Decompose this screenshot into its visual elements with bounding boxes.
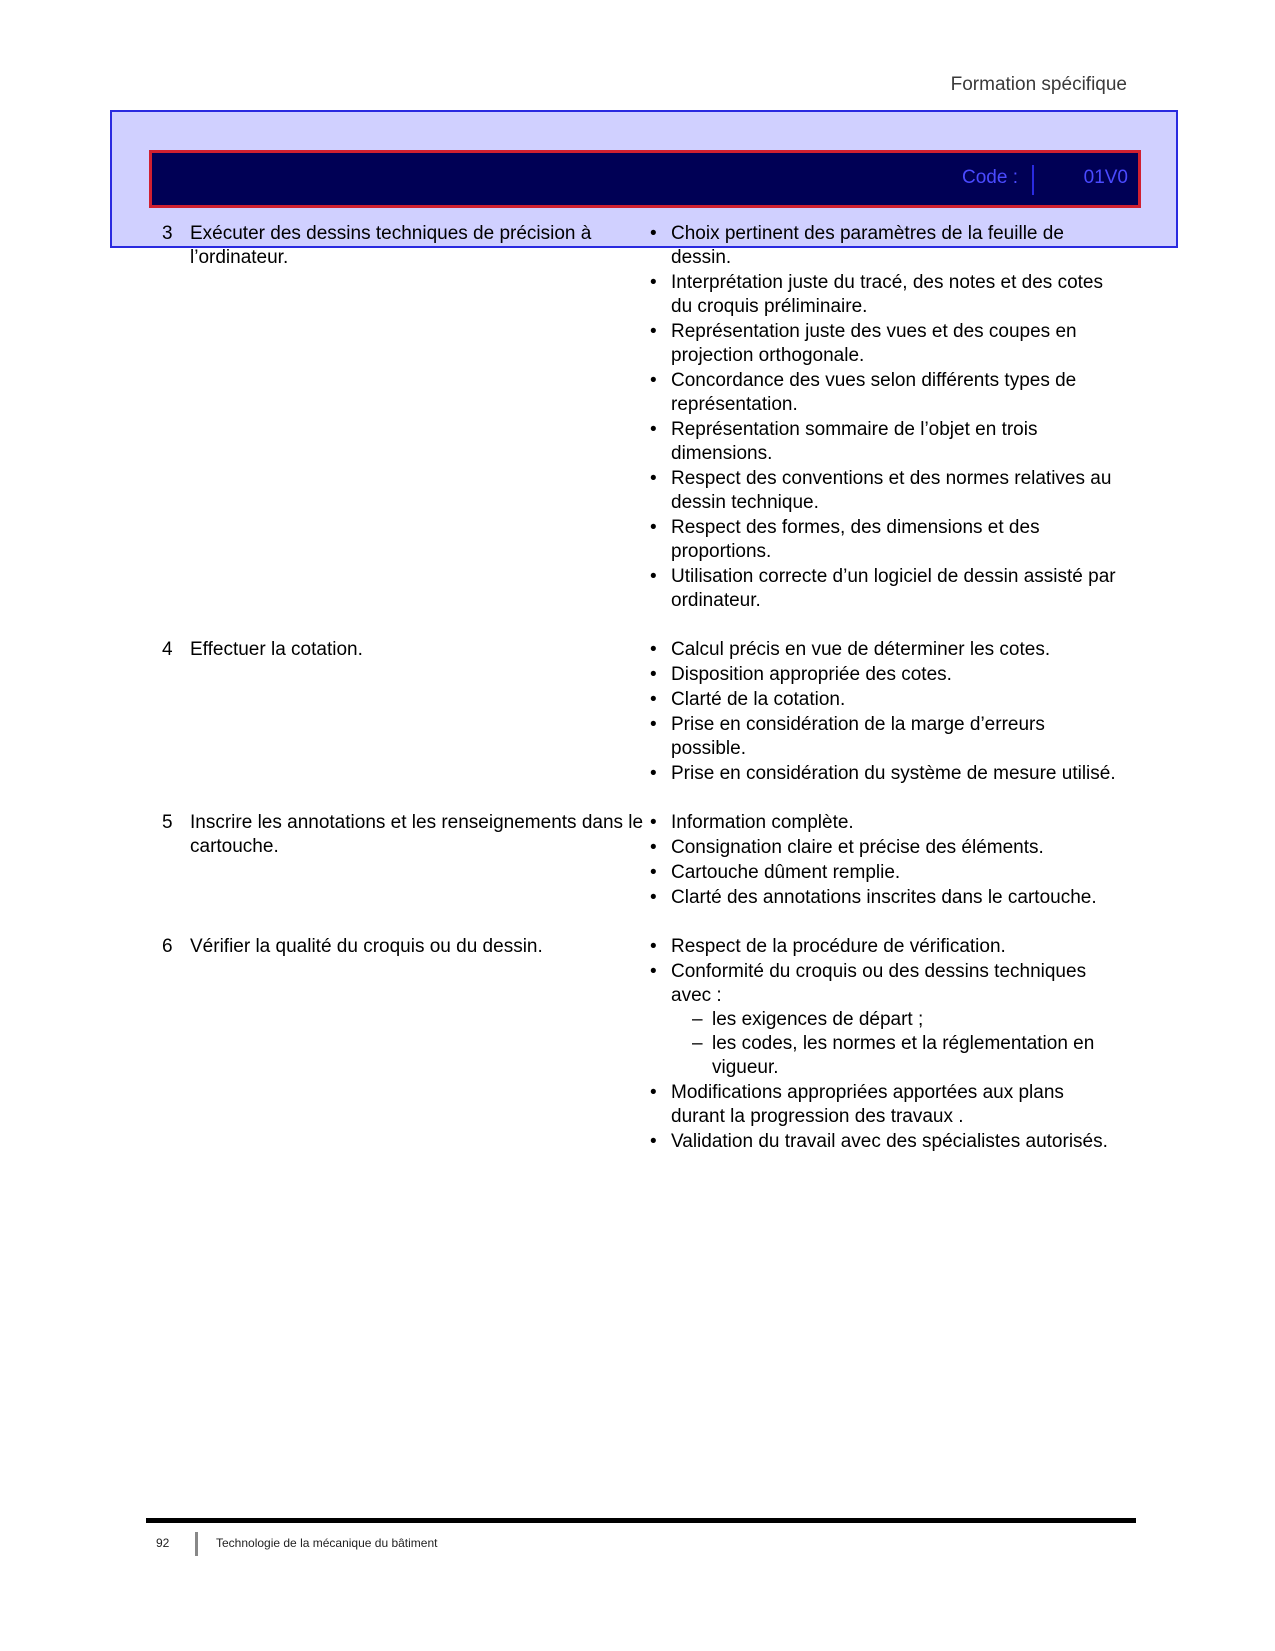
criterion-text: Consignation claire et précise des éléments. <box>671 837 1044 858</box>
criterion-text: Clarté des annotations inscrites dans le cartouche. <box>671 887 1097 908</box>
criteria-list <box>650 811 1122 911</box>
criterion-item <box>650 960 1122 1080</box>
criterion-item <box>650 861 1122 885</box>
criterion-subitem <box>692 1032 1122 1080</box>
element-text: Inscrire les annotations et les renseignements dans le cartouche. <box>190 812 644 857</box>
element-number: 4 <box>162 639 173 660</box>
criterion-body <box>671 222 1122 270</box>
criterion-item <box>650 467 1122 515</box>
criteria-list <box>650 222 1122 614</box>
criterion-text: Interprétation juste du tracé, des notes et des cotes du croquis préliminaire. <box>671 272 1103 317</box>
element-text: Exécuter des dessins techniques de précision à l’ordinateur. <box>190 223 592 268</box>
element-text: Vérifier la qualité du croquis ou du dessin. <box>190 936 543 957</box>
bullet-icon: • <box>650 887 657 908</box>
element-cell <box>162 935 650 1155</box>
criterion-text: Clarté de la cotation. <box>671 689 846 710</box>
criterion-body <box>671 369 1122 417</box>
bullet-icon: • <box>650 714 657 735</box>
criterion-body <box>671 663 1122 687</box>
criterion-item <box>650 369 1122 417</box>
bullet-icon: • <box>650 961 657 982</box>
criterion-item <box>650 1081 1122 1129</box>
criterion-item <box>650 663 1122 687</box>
element-row <box>162 638 1122 787</box>
criterion-item <box>650 516 1122 564</box>
criterion-item <box>650 1130 1122 1154</box>
criterion-item <box>650 935 1122 959</box>
bullet-icon: • <box>650 837 657 858</box>
element-row <box>162 222 1122 614</box>
element-number: 3 <box>162 223 173 244</box>
criterion-item <box>650 836 1122 860</box>
criterion-body <box>671 1081 1122 1129</box>
footer-rule <box>146 1518 1136 1523</box>
bullet-icon: • <box>650 468 657 489</box>
bullet-icon: • <box>650 223 657 244</box>
criterion-text: Représentation sommaire de l’objet en trois dimensions. <box>671 419 1038 464</box>
criterion-item <box>650 638 1122 662</box>
bullet-icon: • <box>650 1082 657 1103</box>
criterion-body <box>671 935 1122 959</box>
criterion-item <box>650 713 1122 761</box>
criterion-text: Respect des formes, des dimensions et des proportions. <box>671 517 1040 562</box>
criteria-list <box>650 638 1122 787</box>
criterion-body <box>671 960 1122 1080</box>
criterion-text: Respect de la procédure de vérification. <box>671 936 1006 957</box>
criterion-text: Représentation juste des vues et des coupes en projection orthogonale. <box>671 321 1077 366</box>
bullet-icon: • <box>650 419 657 440</box>
subitem-text: les codes, les normes et la réglementation en vigueur. <box>712 1033 1095 1078</box>
code-value: 01V0 <box>1083 167 1128 188</box>
criterion-item <box>650 565 1122 613</box>
criterion-item <box>650 418 1122 466</box>
code-bar <box>149 150 1141 208</box>
competency-table <box>162 222 1122 1179</box>
bullet-icon: • <box>650 272 657 293</box>
bullet-icon: • <box>650 639 657 660</box>
bullet-icon: • <box>650 1131 657 1152</box>
criterion-subitems <box>692 1008 1122 1080</box>
criterion-text: Modifications appropriées apportées aux plans durant la progression des travaux . <box>671 1082 1064 1127</box>
criterion-text: Utilisation correcte d’un logiciel de dessin assisté par ordinateur. <box>671 566 1116 611</box>
bullet-icon: • <box>650 763 657 784</box>
criterion-body <box>671 713 1122 761</box>
footer-separator <box>195 1532 198 1556</box>
footer-title: Technologie de la mécanique du bâtiment <box>216 1536 438 1550</box>
element-cell <box>162 222 650 614</box>
criterion-body <box>671 418 1122 466</box>
criterion-item <box>650 762 1122 786</box>
criterion-item <box>650 688 1122 712</box>
criterion-body <box>671 688 1122 712</box>
criterion-item <box>650 811 1122 835</box>
criterion-subitem <box>692 1008 1122 1032</box>
criteria-list <box>650 935 1122 1155</box>
criterion-text: Prise en considération de la marge d’erreurs possible. <box>671 714 1045 759</box>
criterion-body <box>671 516 1122 564</box>
code-separator <box>1032 165 1034 195</box>
criterion-body <box>671 467 1122 515</box>
element-cell <box>162 638 650 787</box>
criterion-text: Prise en considération du système de mesure utilisé. <box>671 763 1116 784</box>
criterion-text: Concordance des vues selon différents types de représentation. <box>671 370 1077 415</box>
bullet-icon: • <box>650 936 657 957</box>
criterion-body <box>671 836 1122 860</box>
element-number: 6 <box>162 936 173 957</box>
criterion-item <box>650 886 1122 910</box>
criterion-body <box>671 320 1122 368</box>
bullet-icon: • <box>650 370 657 391</box>
criterion-body <box>671 271 1122 319</box>
bullet-icon: • <box>650 689 657 710</box>
criterion-body <box>671 565 1122 613</box>
element-cell <box>162 811 650 911</box>
element-row <box>162 935 1122 1155</box>
footer-page-number: 92 <box>156 1536 170 1550</box>
bullet-icon: • <box>650 664 657 685</box>
criterion-text: Respect des conventions et des normes relatives au dessin technique. <box>671 468 1112 513</box>
section-header: Formation spécifique <box>950 74 1127 95</box>
criterion-text: Information complète. <box>671 812 854 833</box>
bullet-icon: • <box>650 321 657 342</box>
criterion-body <box>671 861 1122 885</box>
criterion-text: Choix pertinent des paramètres de la feuille de dessin. <box>671 223 1064 268</box>
criterion-item <box>650 320 1122 368</box>
bullet-icon: • <box>650 812 657 833</box>
bullet-icon: • <box>650 517 657 538</box>
element-row <box>162 811 1122 911</box>
subitem-text: les exigences de départ ; <box>712 1009 924 1030</box>
criterion-text: Disposition appropriée des cotes. <box>671 664 952 685</box>
dash-icon: – <box>692 1033 703 1054</box>
criterion-item <box>650 222 1122 270</box>
criterion-body <box>671 1130 1122 1154</box>
criterion-body <box>671 638 1122 662</box>
criterion-text: Calcul précis en vue de déterminer les cotes. <box>671 639 1051 660</box>
criterion-body <box>671 811 1122 835</box>
element-text: Effectuer la cotation. <box>190 639 363 660</box>
criterion-item <box>650 271 1122 319</box>
bullet-icon: • <box>650 862 657 883</box>
criterion-body <box>671 886 1122 910</box>
bullet-icon: • <box>650 566 657 587</box>
code-label: Code : <box>962 167 1018 188</box>
element-number: 5 <box>162 812 173 833</box>
criterion-body <box>671 762 1122 786</box>
dash-icon: – <box>692 1009 703 1030</box>
criterion-text: Cartouche dûment remplie. <box>671 862 901 883</box>
criterion-text: Validation du travail avec des spécialistes autorisés. <box>671 1131 1108 1152</box>
criterion-text: Conformité du croquis ou des dessins techniques avec : <box>671 961 1087 1006</box>
